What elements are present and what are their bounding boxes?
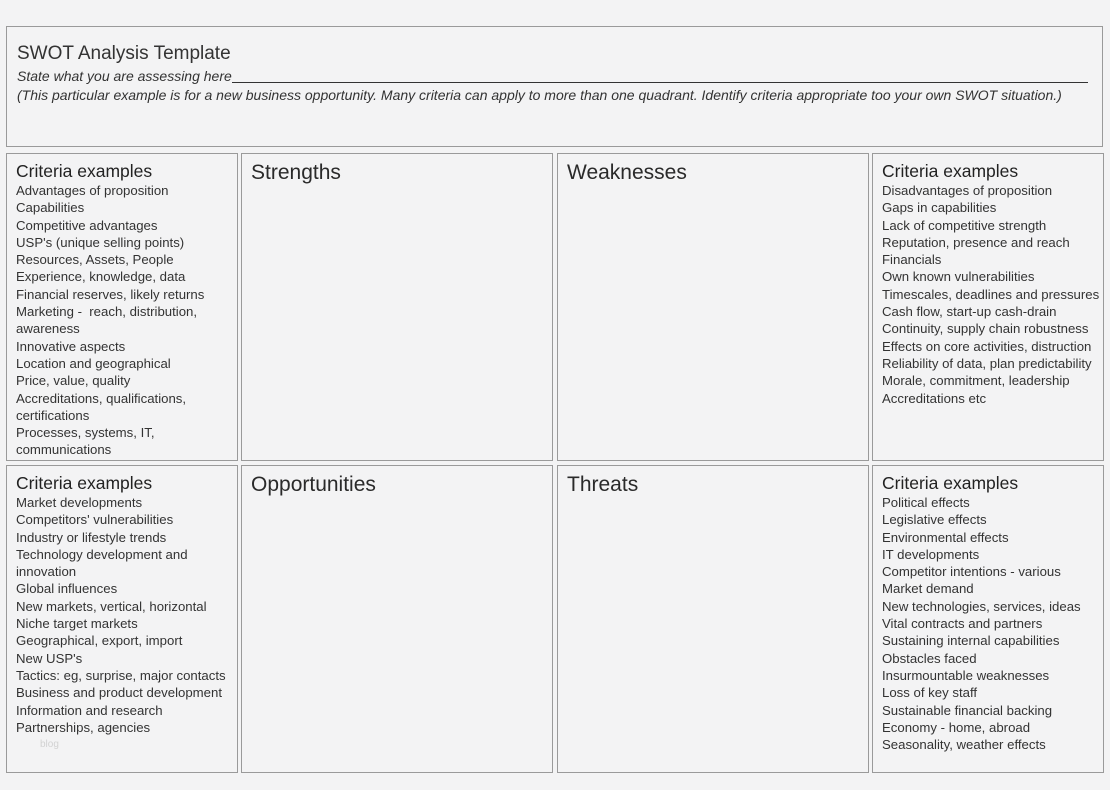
watermark-text: blog — [40, 739, 59, 750]
threats-title: Threats — [567, 473, 639, 496]
criteria-item: Sustainable financial backing — [882, 702, 1053, 718]
criteria-item: Continuity, supply chain robustness — [882, 321, 1089, 337]
criteria-heading: Criteria examples — [16, 473, 153, 493]
criteria-item: Niche target markets — [16, 616, 138, 632]
assess-line — [17, 67, 1092, 86]
criteria-item: USP's (unique selling points) — [16, 234, 185, 250]
strengths-title: Strengths — [251, 161, 341, 184]
criteria-item: Advantages of proposition — [16, 183, 169, 198]
criteria-item: Capabilities — [16, 200, 85, 216]
criteria-item: Information and research — [16, 702, 163, 718]
criteria-item: Seasonality, weather effects — [882, 737, 1046, 753]
criteria-item: Financials — [882, 252, 942, 268]
criteria-heading: Criteria examples — [882, 161, 1019, 181]
strengths-quadrant[interactable] — [241, 153, 553, 461]
weaknesses-title: Weaknesses — [567, 161, 687, 184]
criteria-item: Vital contracts and partners — [882, 616, 1043, 632]
criteria-item: Competitor intentions - various — [882, 564, 1061, 580]
criteria-item: Resources, Assets, People — [16, 252, 174, 268]
threats-quadrant[interactable] — [557, 465, 869, 773]
criteria-item: Disadvantages of proposition — [882, 183, 1053, 198]
criteria-item: Insurmountable weaknesses — [882, 667, 1050, 683]
criteria-item: Political effects — [882, 495, 970, 510]
criteria-item: Market demand — [882, 581, 974, 597]
criteria-item: Accreditations, qualifications, — [16, 390, 187, 406]
criteria-item: Economy - home, abroad — [882, 719, 1031, 735]
criteria-item: Environmental effects — [882, 529, 1009, 545]
criteria-item: IT developments — [882, 546, 980, 562]
assess-underline[interactable] — [232, 67, 1088, 83]
opportunities-criteria-panel — [6, 465, 238, 773]
criteria-item: Price, value, quality — [16, 373, 131, 389]
criteria-item: Global influences — [16, 581, 118, 597]
criteria-item: Sustaining internal capabilities — [882, 633, 1060, 649]
criteria-item: Legislative effects — [882, 512, 987, 528]
weaknesses-criteria-panel — [872, 153, 1104, 461]
criteria-item: Obstacles faced — [882, 650, 977, 666]
criteria-item: certifications — [16, 407, 90, 423]
criteria-item: Loss of key staff — [882, 685, 978, 701]
opportunities-title: Opportunities — [251, 473, 376, 496]
criteria-item: communications — [16, 442, 112, 458]
criteria-item: Tactics: eg, surprise, major contacts — [16, 667, 226, 683]
criteria-item: Business and product development — [16, 685, 223, 701]
criteria-item: awareness — [16, 321, 80, 337]
criteria-item: Own known vulnerabilities — [882, 269, 1035, 285]
criteria-item: Reputation, presence and reach — [882, 234, 1070, 250]
criteria-item: Competitive advantages — [16, 217, 158, 233]
criteria-item: Competitors' vulnerabilities — [16, 512, 174, 528]
threats-criteria-panel — [872, 465, 1104, 773]
criteria-item: Market developments — [16, 495, 143, 510]
criteria-item: Lack of competitive strength — [882, 217, 1047, 233]
criteria-item: Processes, systems, IT, — [16, 425, 155, 441]
header-panel — [6, 26, 1103, 147]
criteria-list — [16, 182, 237, 459]
criteria-item: Innovative aspects — [16, 338, 126, 354]
criteria-item: Effects on core activities, distruction — [882, 338, 1092, 354]
criteria-item: Morale, commitment, leadership — [882, 373, 1070, 389]
criteria-item: Reliability of data, plan predictability — [882, 355, 1092, 371]
criteria-item: Marketing - reach, distribution, — [16, 304, 198, 320]
criteria-item: New markets, vertical, horizontal — [16, 598, 207, 614]
criteria-item: innovation — [16, 564, 77, 580]
criteria-item: New USP's — [16, 650, 83, 666]
criteria-list — [882, 182, 1103, 407]
strengths-criteria-panel — [6, 153, 238, 461]
assess-prompt: State what you are assessing here — [17, 68, 232, 84]
criteria-item: New technologies, services, ideas — [882, 598, 1081, 614]
criteria-item: Accreditations etc — [882, 390, 987, 406]
criteria-item: Location and geographical — [16, 355, 171, 371]
criteria-item: Timescales, deadlines and pressures — [882, 286, 1100, 302]
criteria-item: Industry or lifestyle trends — [16, 529, 167, 545]
weaknesses-quadrant[interactable] — [557, 153, 869, 461]
opportunities-quadrant[interactable] — [241, 465, 553, 773]
criteria-heading: Criteria examples — [882, 473, 1019, 493]
criteria-item: Experience, knowledge, data — [16, 269, 186, 285]
template-title: SWOT Analysis Template — [17, 43, 231, 64]
criteria-item: Financial reserves, likely returns — [16, 286, 205, 302]
criteria-list — [16, 494, 237, 736]
criteria-list — [882, 494, 1103, 753]
criteria-item: Geographical, export, import — [16, 633, 183, 649]
criteria-item: Cash flow, start-up cash-drain — [882, 304, 1057, 320]
criteria-item: Gaps in capabilities — [882, 200, 997, 216]
criteria-item: Technology development and — [16, 546, 188, 562]
criteria-item: Partnerships, agencies — [16, 719, 151, 735]
header-note: (This particular example is for a new business opportunity. Many criteria can apply to more than one quadrant. Identify criteria appropriate too your own SWOT situation.) — [17, 87, 1062, 103]
criteria-heading: Criteria examples — [16, 161, 153, 181]
